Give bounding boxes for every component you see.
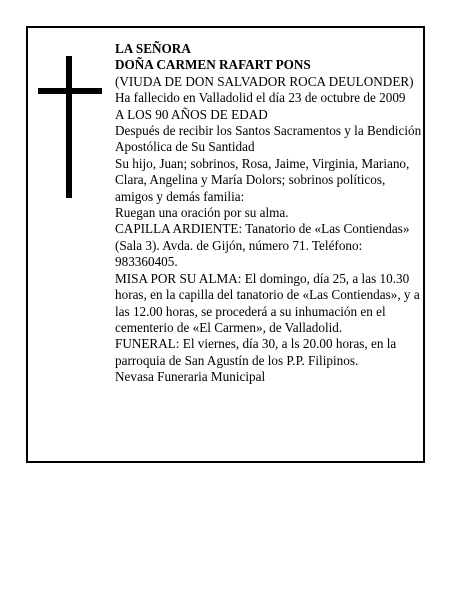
obituary-frame <box>26 26 425 463</box>
sacraments-statement: Después de recibir los Santos Sacramentos y la Bendición Apostólica de Su Santidad <box>115 123 422 155</box>
chapel-info: CAPILLA ARDIENTE: Tanatorio de «Las Contiendas» (Sala 3). Avda. de Gijón, número 71. Teléfono: 983360405. <box>115 221 410 270</box>
family-statement: Su hijo, Juan; sobrinos, Rosa, Jaime, Virginia, Mariano, Clara, Angelina y María Dolors; sobrinos políticos, amigos y demás familia: <box>115 155 410 204</box>
cross-horizontal-bar <box>38 88 102 94</box>
cross-icon <box>38 56 102 198</box>
cross-vertical-bar <box>66 56 72 198</box>
deceased-name: DOÑA CARMEN RAFART PONS <box>115 57 311 73</box>
deceased-title: LA SEÑORA <box>115 41 191 56</box>
widow-statement: (VIUDA DE DON SALVADOR ROCA DEULONDER) <box>115 73 414 89</box>
death-statement: Ha fallecido en Valladolid el día 23 de octubre de 2009 <box>115 90 406 106</box>
funeral-info: FUNERAL: El viernes, día 30, a ls 20.00 horas, en la parroquia de San Agustín de los P.P. Filipinos. <box>115 336 397 368</box>
funeral-home: Nevasa Funeraria Municipal <box>115 369 266 385</box>
mass-info: MISA POR SU ALMA: El domingo, día 25, a las 10.30 horas, en la capilla del tanatorio de «Las Contiendas», y a las 12.00 horas, se procederá a su inhumación en el cementerio de «El Carmen», de Valladolid. <box>115 270 420 335</box>
prayer-request: Ruegan una oración por su alma. <box>115 205 289 221</box>
age-statement: A LOS 90 AÑOS DE EDAD <box>115 106 268 122</box>
obituary-text <box>115 41 423 386</box>
